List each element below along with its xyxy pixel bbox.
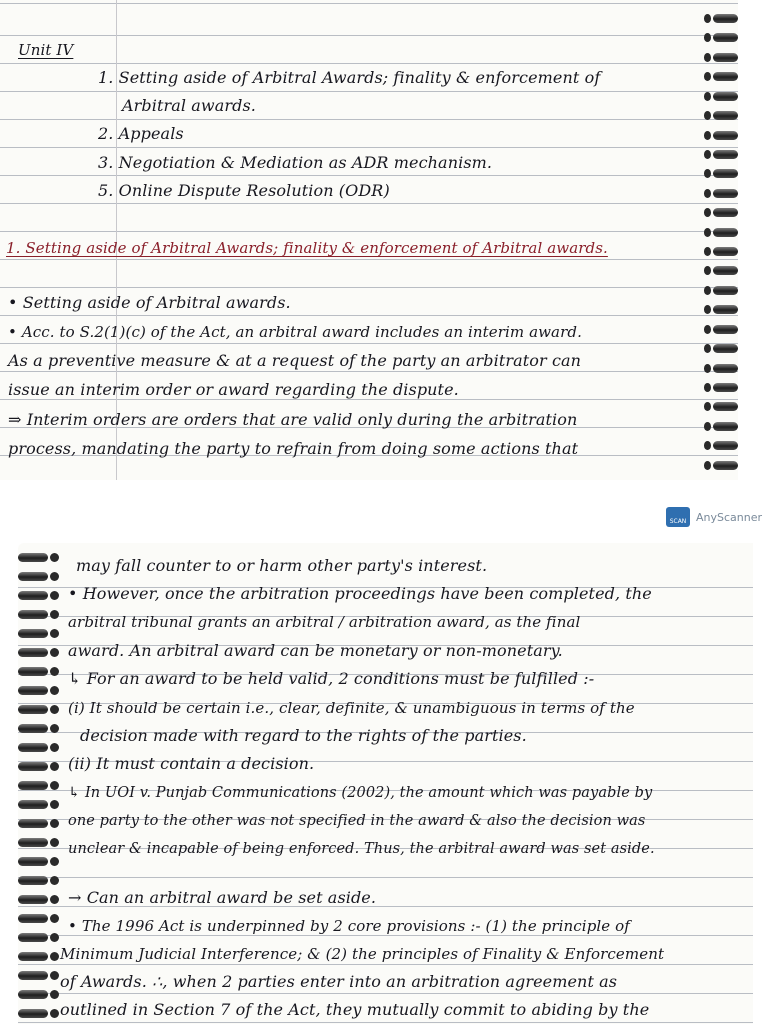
spiral-ring [704, 247, 738, 256]
unit-label: Unit IV [18, 41, 74, 59]
spiral-ring [704, 53, 738, 62]
note-line: of Awards. ∴, when 2 parties enter into an arbitration agreement as [60, 972, 618, 991]
spiral-ring [704, 344, 738, 353]
note-line: (i) It should be certain i.e., clear, definite, & unambiguous in terms of the [68, 699, 635, 717]
spiral-ring [704, 228, 738, 237]
spiral-ring [18, 553, 59, 562]
spiral-ring [18, 762, 59, 771]
spiral-ring [704, 266, 738, 275]
spiral-ring [704, 305, 738, 314]
spiral-ring [704, 441, 738, 450]
spiral-ring [704, 461, 738, 470]
note-line: award. An arbitral award can be monetary or non-monetary. [68, 641, 563, 660]
spiral-ring [18, 610, 59, 619]
note-line: process, mandating the party to refrain from doing some actions that [8, 439, 579, 458]
spiral-ring [18, 990, 59, 999]
note-line: unclear & incapable of being enforced. Thus, the arbitral award was set aside. [68, 841, 655, 857]
spiral-ring [18, 800, 59, 809]
syllabus-item: 1. Setting aside of Arbitral Awards; finality & enforcement of [98, 68, 601, 87]
spiral-ring [18, 838, 59, 847]
spiral-ring [704, 72, 738, 81]
spiral-ring [704, 33, 738, 42]
note-line: issue an interim order or award regarding the dispute. [8, 380, 459, 399]
note-line: ⇒ Interim orders are orders that are valid only during the arbitration [8, 410, 578, 429]
spiral-ring [18, 724, 59, 733]
spiral-ring [704, 150, 738, 159]
spiral-ring [704, 208, 738, 217]
spiral-ring [704, 189, 738, 198]
syllabus-item: 5. Online Dispute Resolution (ODR) [98, 181, 390, 200]
note-line: Minimum Judicial Interference; & (2) the principles of Finality & Enforcement [60, 945, 665, 963]
spiral-ring [18, 572, 59, 581]
note-line: • Setting aside of Arbitral awards. [8, 293, 291, 312]
note-line: • The 1996 Act is underpinned by 2 core provisions :- (1) the principle of [68, 917, 630, 935]
anyscanner-logo-icon: SCAN [666, 507, 690, 527]
spiral-ring [18, 705, 59, 714]
note-line: one party to the other was not specified in the award & also the decision was [68, 813, 646, 829]
spiral-ring [704, 364, 738, 373]
spiral-ring [704, 92, 738, 101]
spiral-ring [18, 876, 59, 885]
spiral-ring [704, 383, 738, 392]
note-line: ↳ For an award to be held valid, 2 conditions must be fulfilled :- [68, 669, 595, 688]
note-line: ↳ In UOI v. Punjab Communications (2002), the amount which was payable by [68, 785, 653, 801]
spiral-ring [18, 895, 59, 904]
note-line: • Acc. to S.2(1)(c) of the Act, an arbitral award includes an interim award. [8, 323, 582, 341]
scanner-name: AnyScanner [696, 510, 763, 524]
spiral-ring [18, 952, 59, 961]
spiral-ring [18, 819, 59, 828]
spiral-ring [18, 933, 59, 942]
spiral-ring [704, 325, 738, 334]
scanner-watermark [666, 507, 762, 527]
spiral-ring [18, 857, 59, 866]
syllabus-item: Arbitral awards. [122, 96, 256, 115]
spiral-ring [18, 667, 59, 676]
note-line: As a preventive measure & at a request of the party an arbitrator can [8, 351, 582, 370]
spiral-ring [18, 629, 59, 638]
note-line: (ii) It must contain a decision. [68, 754, 315, 773]
spiral-ring [704, 169, 738, 178]
note-line: • However, once the arbitration proceedings have been completed, the [68, 584, 652, 603]
note-line: arbitral tribunal grants an arbitral / arbitration award, as the final [68, 613, 581, 631]
spiral-ring [18, 914, 59, 923]
spiral-ring [704, 111, 738, 120]
spiral-ring [704, 131, 738, 140]
spiral-ring [704, 286, 738, 295]
note-line: → Can an arbitral award be set aside. [68, 888, 377, 907]
spiral-ring [18, 591, 59, 600]
note-line: outlined in Section 7 of the Act, they mutually commit to abiding by the [60, 1000, 650, 1019]
note-line: decision made with regard to the rights of the parties. [80, 726, 527, 745]
spiral-ring [18, 781, 59, 790]
spiral-ring [18, 648, 59, 657]
spiral-ring [704, 402, 738, 411]
spiral-ring [18, 686, 59, 695]
section-heading: 1. Setting aside of Arbitral Awards; finality & enforcement of Arbitral awards. [6, 239, 608, 257]
spiral-binding [704, 14, 738, 470]
note-line: may fall counter to or harm other party's interest. [76, 556, 488, 575]
syllabus-item: 3. Negotiation & Mediation as ADR mechanism. [98, 153, 493, 172]
spiral-ring [18, 971, 59, 980]
spiral-ring [704, 422, 738, 431]
syllabus-item: 2. Appeals [98, 124, 184, 143]
notebook-page-bottom [18, 543, 753, 1024]
notebook-page-top [0, 0, 738, 480]
spiral-binding [18, 553, 48, 1018]
spiral-ring [18, 1009, 59, 1018]
spiral-ring [18, 743, 59, 752]
spiral-ring [704, 14, 738, 23]
